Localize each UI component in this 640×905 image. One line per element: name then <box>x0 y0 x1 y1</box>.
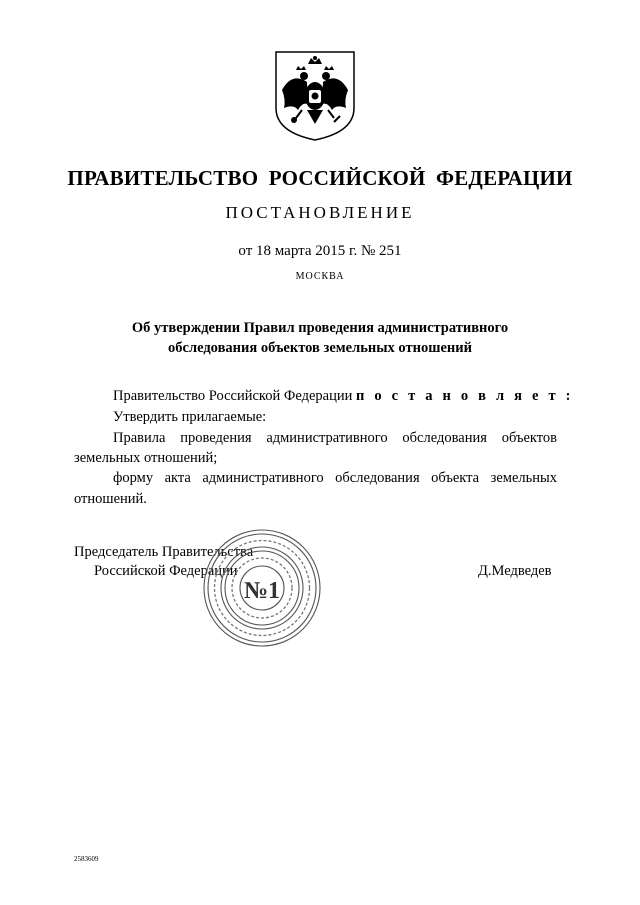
subject-line-2: обследования объектов земельных отношений <box>168 340 472 356</box>
date-number-line <box>0 243 640 260</box>
intro-paragraph <box>113 386 574 406</box>
item1-line1: Правила проведения административного обследования объектов <box>113 430 557 446</box>
approve-line: Утвердить прилагаемые: <box>113 409 267 425</box>
intro-text: Правительство Российской Федерации <box>113 388 353 404</box>
russian-coat-of-arms-icon <box>274 50 356 142</box>
seal-label: №1 <box>243 578 281 604</box>
document-code: 2583609 <box>74 855 99 863</box>
signature-title-line2: Российской Федерации <box>94 563 238 579</box>
document-type: ПОСТАНОВЛЕНИЕ <box>225 203 415 222</box>
document-number: № 251 <box>361 243 402 259</box>
signature-title-line1: Председатель Правительства <box>74 544 254 560</box>
city-name: МОСКВА <box>295 271 345 282</box>
official-seal <box>201 527 323 649</box>
document-subject <box>100 318 540 358</box>
item2-line1: форму акта административного обследования объекта земельных <box>113 470 557 486</box>
government-title: ПРАВИТЕЛЬСТВО РОССИЙСКОЙ ФЕДЕРАЦИИ <box>67 166 573 190</box>
coat-of-arms-emblem <box>274 50 356 142</box>
decree-word: п о с т а н о в л я е т : <box>355 388 574 404</box>
item2-line2: отношений. <box>74 491 147 507</box>
signatory-name: Д.Медведев <box>478 563 552 579</box>
item1-line2: земельных отношений; <box>74 450 218 466</box>
document-date: от 18 марта 2015 г. <box>238 243 358 259</box>
subject-line-1: Об утверждении Правил проведения административного <box>131 320 509 336</box>
official-seal-stamp-icon <box>201 527 323 649</box>
